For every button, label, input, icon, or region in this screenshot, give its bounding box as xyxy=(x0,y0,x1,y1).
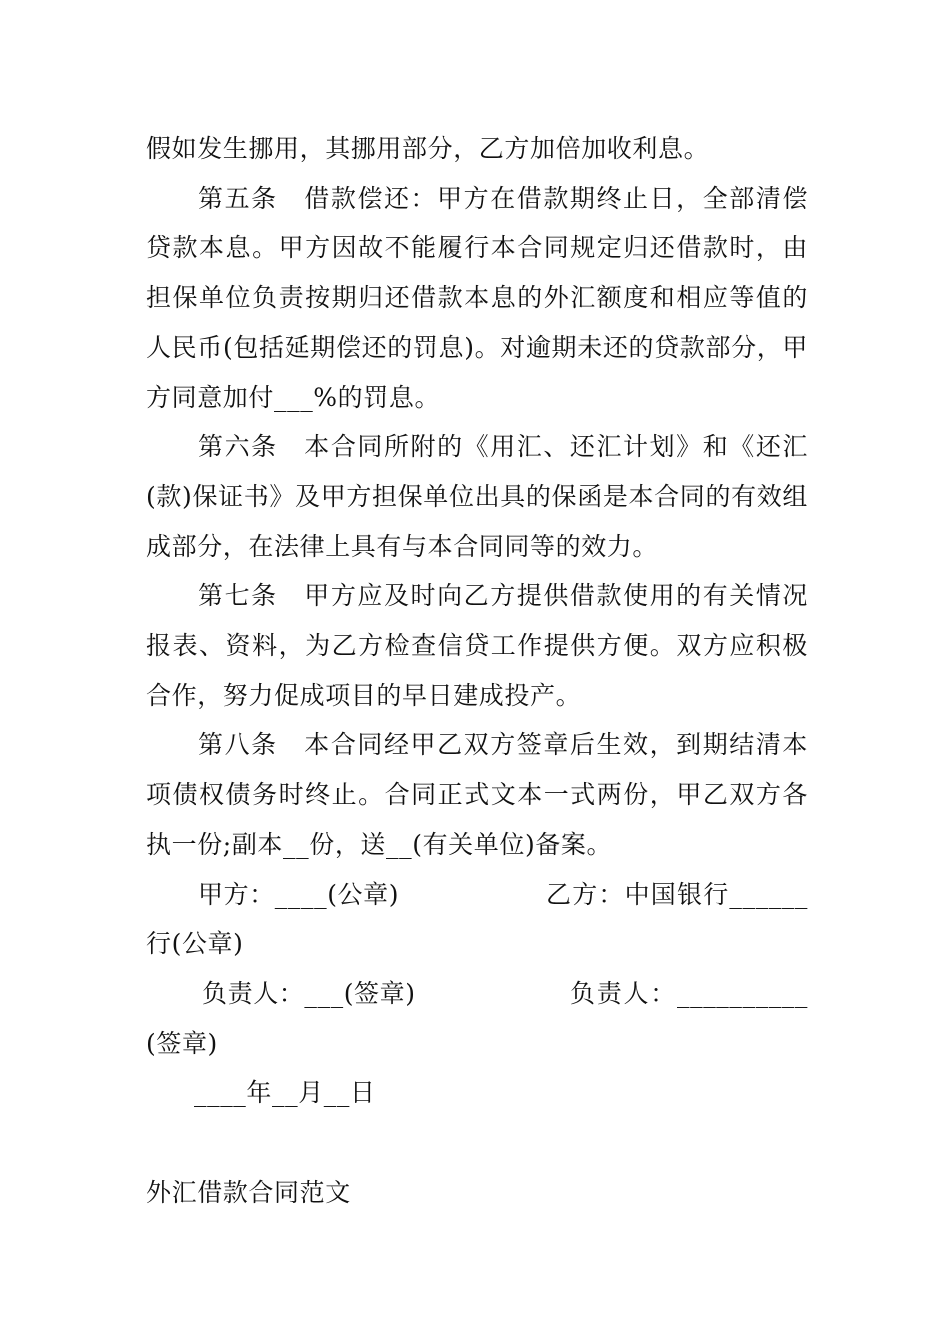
blank-line xyxy=(146,1118,808,1168)
paragraph-continuation: 假如发生挪用，其挪用部分，乙方加倍加收利息。 xyxy=(146,134,710,163)
document-page xyxy=(146,124,808,1217)
signature-date: ____年__月__日 xyxy=(194,1078,376,1108)
signature-responsible-row xyxy=(146,969,808,1019)
responsible-b-sign: 负责人：__________ xyxy=(570,978,808,1008)
article-8-effectiveness: 第八条 本合同经甲乙双方签章后生效，到期结清本项债权债务时终止。合同正式文本一式两份，甲乙双方各执一份;副本__份，送__(有关单位)备案。 xyxy=(146,730,808,859)
article-7-reporting: 第七条 甲方应及时向乙方提供借款使用的有关情况报表、资料，为乙方检查信贷工作提供方便。双方应积极合作，努力促成项目的早日建成投产。 xyxy=(146,581,808,710)
signature-parties-row xyxy=(146,870,808,920)
article-5-repayment: 第五条 借款偿还：甲方在借款期终止日，全部清偿贷款本息。甲方因故不能履行本合同规定归还借款时，由担保单位负责按期归还借款本息的外汇额度和相应等值的人民币(包括延期偿还的罚息)。对逾期未还的贷款部分，甲方同意加付___%的罚息。 xyxy=(146,183,808,412)
next-document-title: 外汇借款合同范文 xyxy=(146,1177,351,1207)
responsible-b-sign-continuation: (签章) xyxy=(146,1028,218,1058)
article-6-attachments: 第六条 本合同所附的《用汇、还汇计划》和《还汇(款)保证书》及甲方担保单位出具的保函是本合同的有效组成部分，在法律上具有与本合同同等的效力。 xyxy=(146,432,808,561)
party-b-seal-continuation: 行(公章) xyxy=(146,929,244,959)
responsible-a-sign: 负责人：___(签章) xyxy=(202,978,416,1008)
party-a-seal: 甲方：____(公章) xyxy=(198,879,400,909)
party-b-seal: 乙方：中国银行______ xyxy=(546,879,808,909)
